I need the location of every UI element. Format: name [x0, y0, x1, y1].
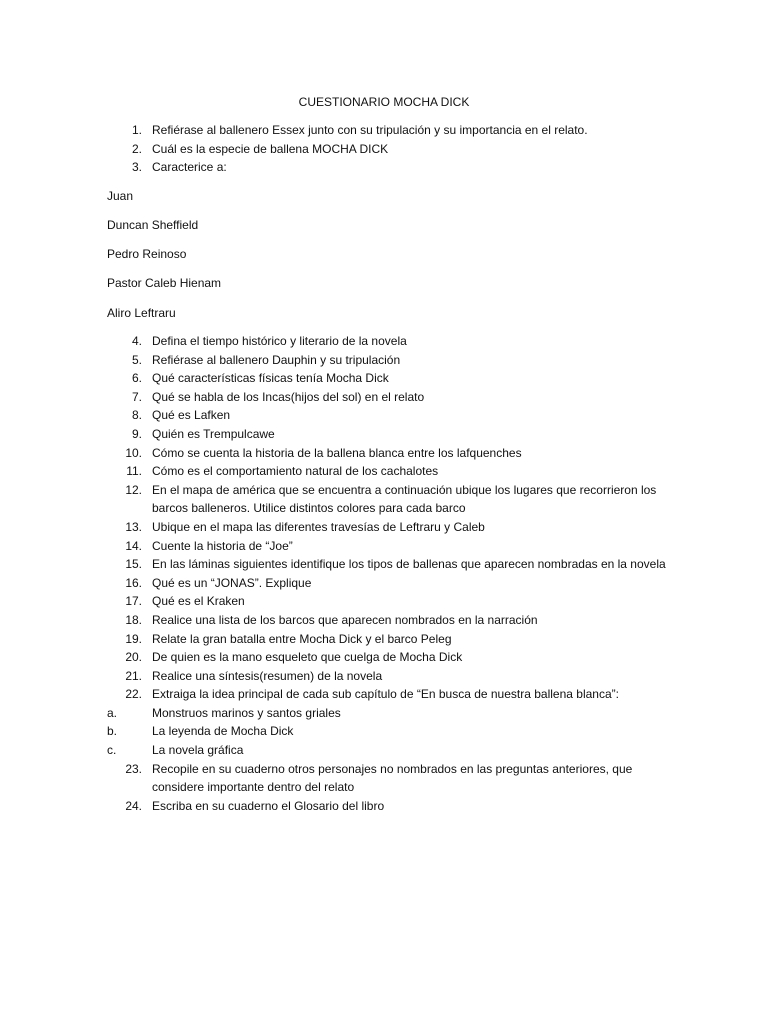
list-item [107, 704, 667, 723]
item-number: 19. [125, 631, 142, 646]
list-item [107, 741, 667, 760]
item-number: 4. [131, 334, 142, 348]
item-text: Refiérase al ballenero Dauphin y su tripulación [152, 352, 401, 367]
item-number: 5. [131, 352, 142, 367]
list-item [107, 462, 667, 481]
character-name: Duncan Sheffield [107, 218, 199, 232]
item-text: Qué es el Kraken [152, 594, 245, 609]
item-text: Caracterice a: [152, 160, 227, 175]
character-name: Aliro Leftraru [107, 306, 176, 320]
list-item [107, 351, 667, 370]
item-number: 8. [131, 408, 142, 423]
item-number: 14. [125, 538, 142, 553]
item-number: 1. [131, 123, 142, 137]
item-letter: b. [107, 724, 118, 739]
list-item [107, 388, 667, 407]
item-text: Cómo es el comportamiento natural de los cachalotes [152, 464, 439, 479]
item-text: Realice una síntesis(resumen) de la novela [152, 668, 383, 683]
list-item [107, 611, 667, 630]
item-text: Relate la gran batalla entre Mocha Dick y el barco Peleg [152, 631, 452, 646]
item-number: 7. [131, 389, 142, 404]
item-text: Extraiga la idea principal de cada sub capítulo de “En busca de nuestra ballena blanca”: [152, 687, 619, 702]
list-item [107, 369, 667, 388]
item-number: 2. [131, 141, 142, 156]
list-item [107, 685, 667, 704]
list-item [107, 555, 667, 574]
item-number: 13. [125, 519, 142, 534]
item-number: 22. [125, 687, 142, 702]
item-number: 15. [125, 557, 142, 572]
item-number: 11. [126, 464, 142, 479]
questions-list-first [107, 121, 667, 177]
item-text: Escriba en su cuaderno el Glosario del libro [152, 798, 385, 813]
list-item [107, 722, 667, 741]
item-number: 6. [131, 371, 142, 386]
list-item [107, 797, 667, 816]
item-number: 12. [125, 482, 142, 497]
item-text: De quien es la mano esqueleto que cuelga de Mocha Dick [152, 650, 463, 665]
item-number: 9. [131, 426, 142, 441]
item-text: La leyenda de Mocha Dick [152, 724, 294, 739]
list-item [107, 121, 667, 140]
item-text: Refiérase al ballenero Essex junto con su tripulación y su importancia en el relato. [152, 123, 588, 137]
item-letter: c. [107, 743, 117, 758]
item-text: Cuente la historia de “Joe” [152, 538, 293, 553]
item-text: Qué características físicas tenía Mocha Dick [152, 371, 389, 386]
item-number: 3. [131, 160, 142, 175]
item-text: En el mapa de américa que se encuentra a continuación ubique los lugares que recorrieron los barcos balleneros. Utilice distintos colores para cada barco [152, 482, 657, 516]
item-letter: a. [107, 705, 118, 720]
list-item [107, 574, 667, 593]
item-text: Monstruos marinos y santos griales [152, 705, 341, 720]
list-item [107, 425, 667, 444]
list-item [107, 667, 667, 686]
character-name: Pedro Reinoso [107, 247, 187, 261]
item-text: Recopile en su cuaderno otros personajes no nombrados en las preguntas anteriores, que considere importante dentro del relato [152, 761, 633, 795]
page-title: CUESTIONARIO MOCHA DICK [298, 95, 470, 109]
item-number: 10. [125, 445, 142, 460]
item-text: Cómo se cuenta la historia de la ballena blanca entre los lafquenches [152, 445, 522, 460]
list-item [107, 537, 667, 556]
item-text: Ubique en el mapa las diferentes travesías de Leftraru y Caleb [152, 519, 485, 534]
item-text: Defina el tiempo histórico y literario de la novela [152, 334, 407, 348]
list-item [107, 140, 667, 159]
item-number: 23. [125, 761, 142, 776]
list-item [107, 648, 667, 667]
list-item [107, 481, 667, 518]
item-text: Qué es un “JONAS”. Explique [152, 575, 312, 590]
item-text: Realice una lista de los barcos que aparecen nombrados en la narración [152, 612, 538, 627]
item-text: Qué es Lafken [152, 408, 231, 423]
item-text: Cuál es la especie de ballena MOCHA DICK [152, 141, 389, 156]
item-text: La novela gráfica [152, 743, 244, 758]
item-text: Quién es Trempulcawe [152, 426, 275, 441]
item-text: Qué se habla de los Incas(hijos del sol) en el relato [152, 389, 425, 404]
character-name: Juan [107, 189, 134, 203]
item-number: 24. [125, 798, 142, 813]
questions-list-second [107, 332, 667, 815]
item-number: 16. [125, 575, 142, 590]
list-item [107, 518, 667, 537]
item-number: 18. [125, 612, 142, 627]
item-number: 21. [125, 668, 142, 683]
item-number: 17. [125, 594, 142, 609]
list-item [107, 332, 667, 351]
list-item [107, 444, 667, 463]
list-item [107, 406, 667, 425]
list-item [107, 760, 667, 797]
item-number: 20. [125, 650, 142, 665]
item-text: En las láminas siguientes identifique los tipos de ballenas que aparecen nombradas en la novela [152, 557, 666, 572]
list-item [107, 630, 667, 649]
list-item [107, 158, 667, 177]
character-name: Pastor Caleb Hienam [107, 276, 222, 290]
list-item [107, 592, 667, 611]
